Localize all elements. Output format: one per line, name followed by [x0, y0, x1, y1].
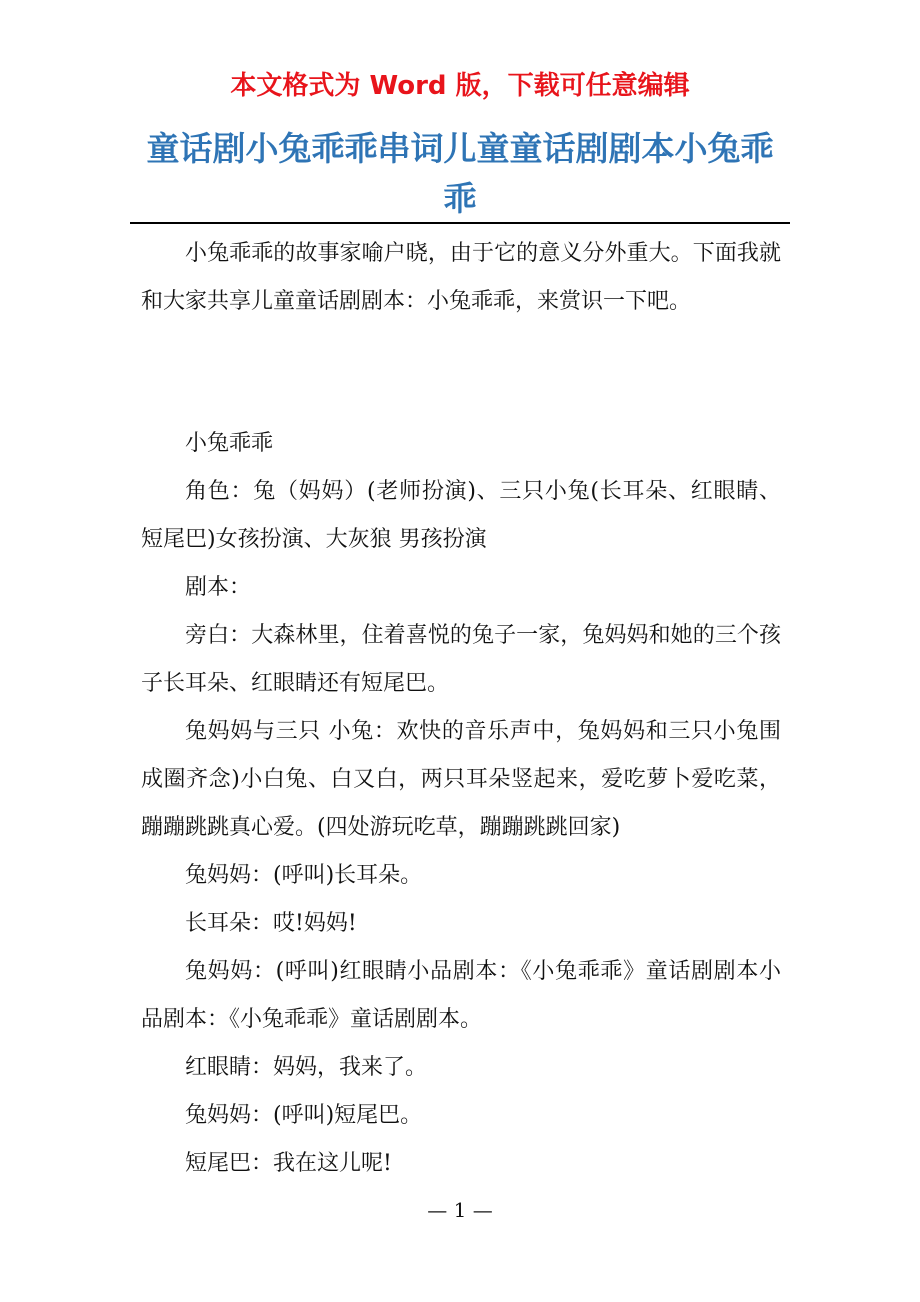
intro-section	[141, 230, 781, 326]
script-label: 剧本：	[185, 575, 252, 600]
song-paragraph: 兔妈妈与三只 小兔：欢快的音乐声中，兔妈妈和三只小兔围成圈齐念)小白兔、白又白，两只耳朵竖起来，爱吃萝卜爱吃菜，蹦蹦跳跳真心爱。(四处游玩吃草，蹦蹦跳跳回家)	[141, 719, 781, 840]
intro-paragraph: 小兔乖乖的故事家喻户晓，由于它的意义分外重大。下面我就和大家共享儿童童话剧剧本：小兔乖乖，来赏识一下吧。	[141, 241, 781, 314]
script-section	[141, 420, 781, 1188]
document-title: 童话剧小兔乖乖串词儿童童话剧剧本小兔乖乖	[146, 129, 774, 218]
format-notice: 本文格式为 Word 版，下载可任意编辑	[230, 71, 690, 101]
page-number: — 1 —	[427, 1198, 493, 1222]
title-divider	[130, 222, 790, 224]
dialogue-line: 短尾巴：我在这儿呢!	[185, 1151, 392, 1176]
dialogue-line: 长耳朵：哎!妈妈!	[185, 911, 357, 936]
dialogue-line: 兔妈妈：(呼叫)短尾巴。	[185, 1103, 423, 1128]
dialogue-line: 兔妈妈：(呼叫)长耳朵。	[185, 863, 423, 888]
dialogue-line: 红眼睛：妈妈，我来了。	[185, 1055, 428, 1080]
script-heading: 小兔乖乖	[185, 431, 274, 456]
narration-paragraph: 旁白：大森林里，住着喜悦的兔子一家，兔妈妈和她的三个孩子长耳朵、红眼睛还有短尾巴。	[141, 623, 781, 696]
dialogue-line: 兔妈妈：(呼叫)红眼睛小品剧本：《小兔乖乖》童话剧剧本小品剧本：《小兔乖乖》童话剧剧本。	[141, 959, 781, 1032]
roles-paragraph: 角色：兔（妈妈）(老师扮演)、三只小兔(长耳朵、红眼睛、短尾巴)女孩扮演、大灰狼 男孩扮演	[141, 479, 781, 552]
